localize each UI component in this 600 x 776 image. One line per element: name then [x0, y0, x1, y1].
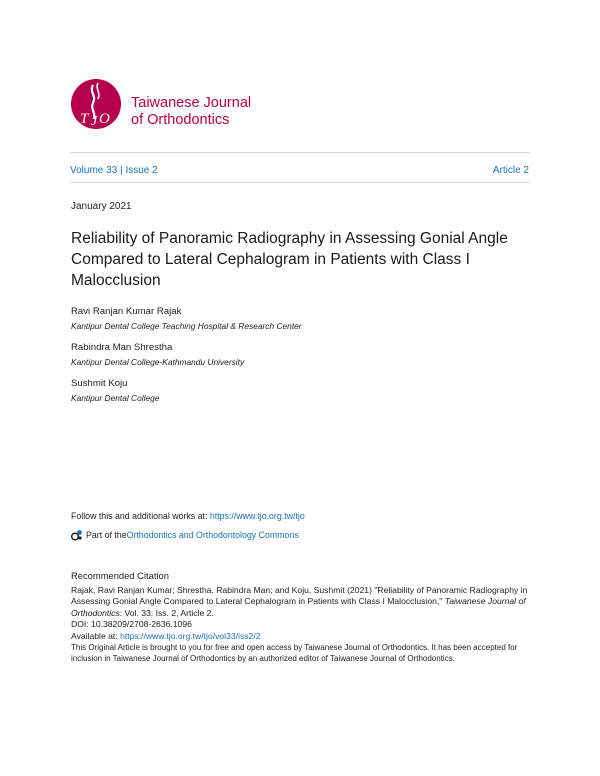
- access-statement: This Original Article is brought to you for free and open access by Taiwanese Journal of Orthodontics. It has been accepted for inclusion in Taiwanese Journal of Orthodontics by an authorized editor of Taiwanese Journal of Orthodontics.: [71, 643, 518, 663]
- citation-heading: Recommended Citation: [71, 570, 169, 581]
- publication-date: January 2021: [71, 201, 132, 212]
- citation-journal: Taiwanese Journal of Orthodontics: [71, 596, 526, 618]
- network-icon: [71, 529, 83, 541]
- volume-link[interactable]: Volume 33: [70, 165, 118, 176]
- part-of-line: [71, 529, 299, 541]
- issue-separator: |: [120, 165, 123, 176]
- citation-text: [71, 585, 531, 619]
- author-affiliation: Kantipur Dental College-Kathmandu University: [71, 357, 245, 367]
- available-link[interactable]: https://www.tjo.org.tw/tjo/vol33/iss2/2: [120, 630, 261, 641]
- divider-top: [70, 152, 530, 153]
- journal-logo: [71, 79, 121, 129]
- citation-doi: DOI: 10.38209/2708-2636.1096: [71, 619, 192, 630]
- commons-link[interactable]: Orthodontics and Orthodontology Commons: [126, 530, 299, 540]
- svg-text:J: J: [91, 114, 98, 129]
- citation-block: [71, 585, 531, 642]
- divider-bottom: [70, 182, 530, 183]
- author-name: Ravi Ranjan Kumar Rajak: [71, 306, 182, 317]
- follow-prefix: Follow this and additional works at:: [71, 511, 210, 521]
- author-name: Sushmit Koju: [71, 378, 128, 389]
- journal-name-line2: of Orthodontics: [131, 112, 230, 128]
- issue-info: [70, 165, 158, 176]
- article-link[interactable]: Article 2: [492, 165, 529, 176]
- author-affiliation: Kantipur Dental College Teaching Hospital & Research Center: [71, 321, 302, 331]
- citation-text-b: : Vol. 33: Iss. 2, Article 2.: [119, 607, 214, 618]
- author-affiliation: Kantipur Dental College: [71, 393, 160, 403]
- svg-text:O: O: [99, 111, 110, 127]
- follow-link[interactable]: https://www.tjo.org.tw/tjo: [209, 511, 305, 521]
- available-prefix: Available at:: [71, 630, 121, 641]
- journal-logo-mark: [71, 79, 121, 129]
- article-title: Reliability of Panoramic Radiography in Assessing Gonial Angle Compared to Lateral Cephalogram in Patients with Class I Malocclusion: [71, 230, 508, 289]
- follow-line: [71, 511, 305, 521]
- citation-text-a: Rajak, Ravi Ranjan Kumar; Shrestha, Rabindra Man; and Koju, Sushmit (2021) "Reliability of Panoramic Radiography in Assessing Gonial Angle Compared to Lateral Cephalogram in Patients with Class I Malocclusion,": [71, 585, 528, 607]
- journal-name: [131, 95, 251, 129]
- svg-text:T: T: [80, 111, 89, 127]
- journal-name-line1: Taiwanese Journal: [131, 95, 252, 111]
- citation-available: [71, 631, 531, 642]
- issue-link[interactable]: Issue 2: [125, 165, 158, 176]
- author-name: Rabindra Man Shrestha: [71, 342, 173, 353]
- part-of-prefix: Part of the: [86, 530, 127, 540]
